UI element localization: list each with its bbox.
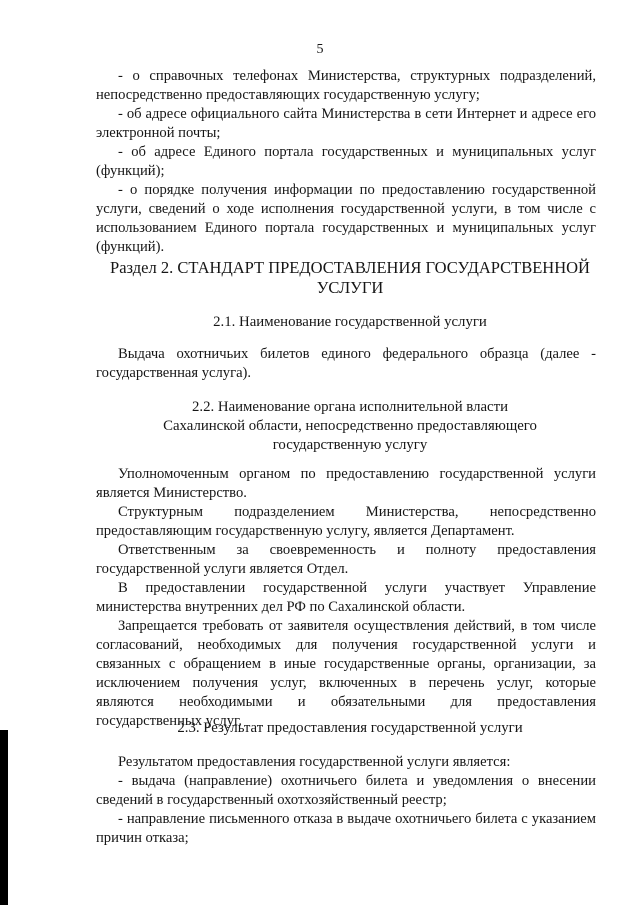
- page-number: 5: [316, 42, 324, 57]
- section-title-line: УСЛУГИ: [316, 278, 384, 297]
- paragraph: Запрещается требовать от заявителя осуществления действий, в том числе согласований, необходимых для получения государственной услуги и связанных с обращением в иные государственные органы, организации, за исключением получения услуг, включенных в перечень услуг, которые являются необходимыми и обязательными для предоставления государственных услуг.: [96, 618, 596, 729]
- paragraph: Выдача охотничьих билетов единого федерального образца (далее - государственная услуга).: [96, 346, 596, 381]
- subsection-heading-2-2: [80, 398, 620, 455]
- subsection-heading-2-1: 2.1. Наименование государственной услуги: [213, 314, 487, 330]
- subsection-heading-2-3: 2.3. Результат предоставления государственной услуги: [177, 720, 523, 736]
- paragraph: Уполномоченным органом по предоставлению государственной услуги является Министерство.: [96, 466, 596, 501]
- scan-edge-shadow: [0, 730, 8, 905]
- paragraph: Структурным подразделением Министерства, непосредственно предоставляющим государственную услугу, является Департамент.: [96, 504, 596, 539]
- heading-line: 2.2. Наименование органа исполнительной власти: [191, 399, 509, 415]
- heading-line: государственную услугу: [272, 437, 428, 453]
- list-item: - об адресе Единого портала государственных и муниципальных услуг (функций);: [96, 144, 596, 179]
- paragraph: Результатом предоставления государственной услуги является:: [118, 754, 511, 770]
- list-item: - о справочных телефонах Министерства, структурных подразделений, непосредственно предоставляющих государственную услугу;: [96, 68, 596, 103]
- section-title-line: Раздел 2. СТАНДАРТ ПРЕДОСТАВЛЕНИЯ ГОСУДАРСТВЕННОЙ: [110, 258, 590, 277]
- list-item: - об адресе официального сайта Министерства в сети Интернет и адресе его электронной почты;: [96, 106, 596, 141]
- list-item: - о порядке получения информации по предоставлению государственной услуги, сведений о ходе исполнения государственной услуги, в том числе с использованием Единого портала государственных и муниципальных услуг (функций).: [96, 182, 596, 255]
- subsection-2-2-text: [96, 465, 596, 731]
- subsection-2-1-text: [96, 345, 596, 383]
- list-item: - направление письменного отказа в выдаче охотничьего билета с указанием причин отказа;: [96, 811, 596, 846]
- heading-line: Сахалинской области, непосредственно предоставляющего: [163, 418, 537, 434]
- subsection-2-3-text: [96, 753, 596, 848]
- list-item: - выдача (направление) охотничьего билета и уведомления о внесении сведений в государственный охотхозяйственный реестр;: [96, 773, 596, 808]
- intro-list: [96, 67, 596, 257]
- section-title: [80, 258, 620, 298]
- paragraph: В предоставлении государственной услуги участвует Управление министерства внутренних дел РФ по Сахалинской области.: [96, 580, 596, 615]
- paragraph: Ответственным за своевременность и полноту предоставления государственной услуги является Отдел.: [96, 542, 596, 577]
